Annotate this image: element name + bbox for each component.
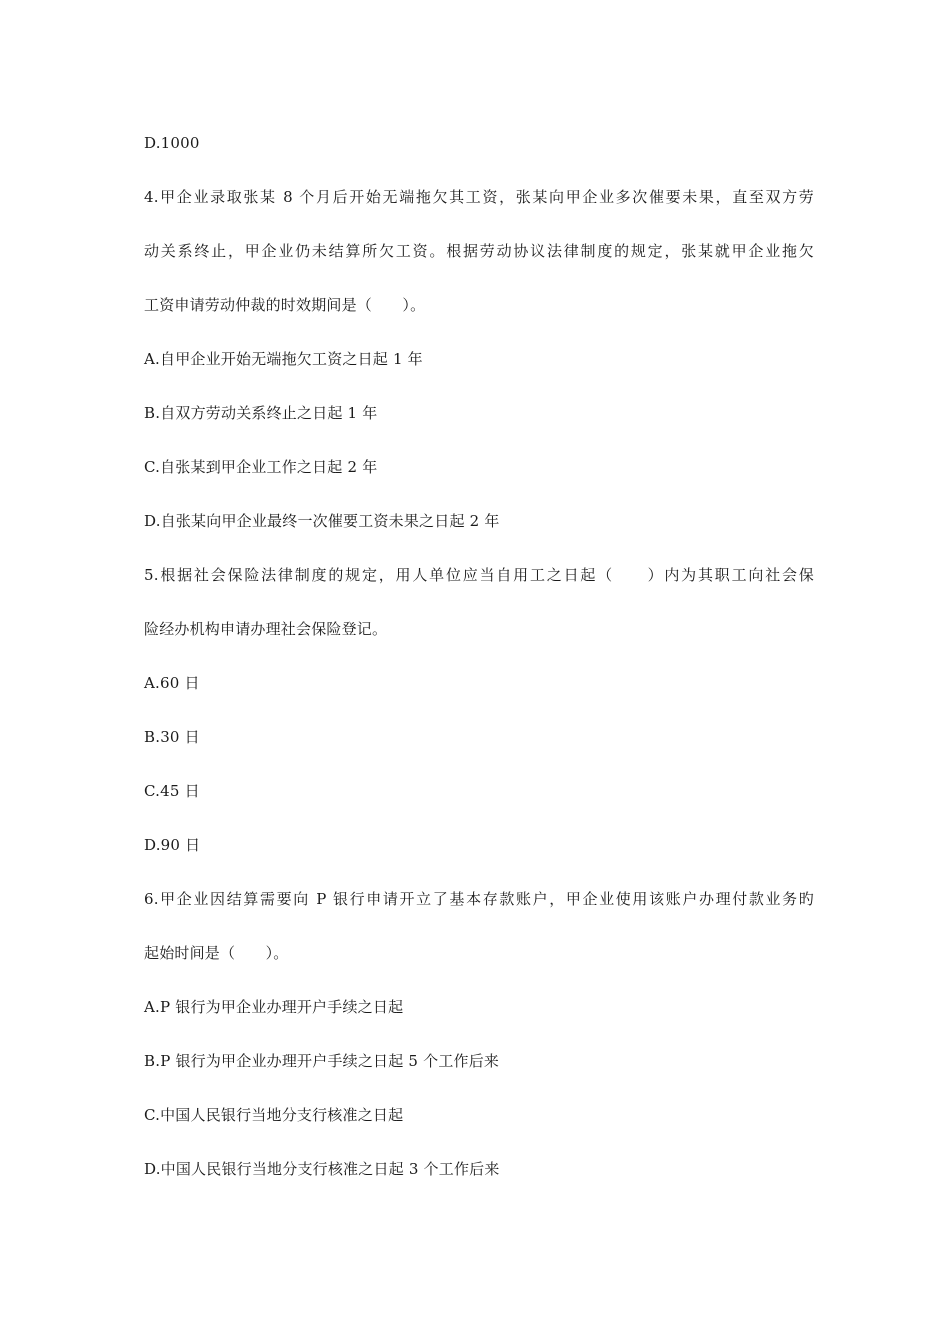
prev-question-option-d: D.1000 [144, 134, 200, 152]
q5-option-d: D.90 日 [144, 836, 201, 854]
q5-option-b: B.30 日 [144, 728, 200, 746]
q4-stem-line-2: 动关系终止，甲企业仍未结算所欠工资。根据劳动协议法律制度的规定，张某就甲企业拖欠 [144, 242, 814, 260]
q6-stem-line-1: 6.甲企业因结算需要向 P 银行申请开立了基本存款账户，甲企业使用该账户办理付款业务旳 [144, 890, 814, 908]
q4-option-d: D.自张某向甲企业最终一次催要工资未果之日起 2 年 [144, 512, 500, 530]
q5-stem-line-2: 险经办机构申请办理社会保险登记。 [144, 620, 388, 638]
q5-stem-line-1: 5.根据社会保险法律制度的规定，用人单位应当自用工之日起（ ）内为其职工向社会保 [144, 566, 814, 584]
q5-option-a: A.60 日 [144, 674, 200, 692]
q6-option-b: B.P 银行为甲企业办理开户手续之日起 5 个工作后来 [144, 1052, 500, 1070]
q6-option-d: D.中国人民银行当地分支行核准之日起 3 个工作后来 [144, 1160, 500, 1178]
q4-stem-line-1: 4.甲企业录取张某 8 个月后开始无端拖欠其工资，张某向甲企业多次催要未果，直至双方劳 [144, 188, 814, 206]
q4-option-a: A.自甲企业开始无端拖欠工资之日起 1 年 [144, 350, 423, 368]
q4-option-c: C.自张某到甲企业工作之日起 2 年 [144, 458, 378, 476]
q5-option-c: C.45 日 [144, 782, 200, 800]
q4-stem-line-3: 工资申请劳动仲裁的时效期间是（ ）。 [144, 296, 426, 314]
q6-option-c: C.中国人民银行当地分支行核准之日起 [144, 1106, 404, 1124]
q6-option-a: A.P 银行为甲企业办理开户手续之日起 [144, 998, 404, 1016]
q6-stem-line-2: 起始时间是（ ）。 [144, 944, 289, 962]
q4-option-b: B.自双方劳动关系终止之日起 1 年 [144, 404, 378, 422]
